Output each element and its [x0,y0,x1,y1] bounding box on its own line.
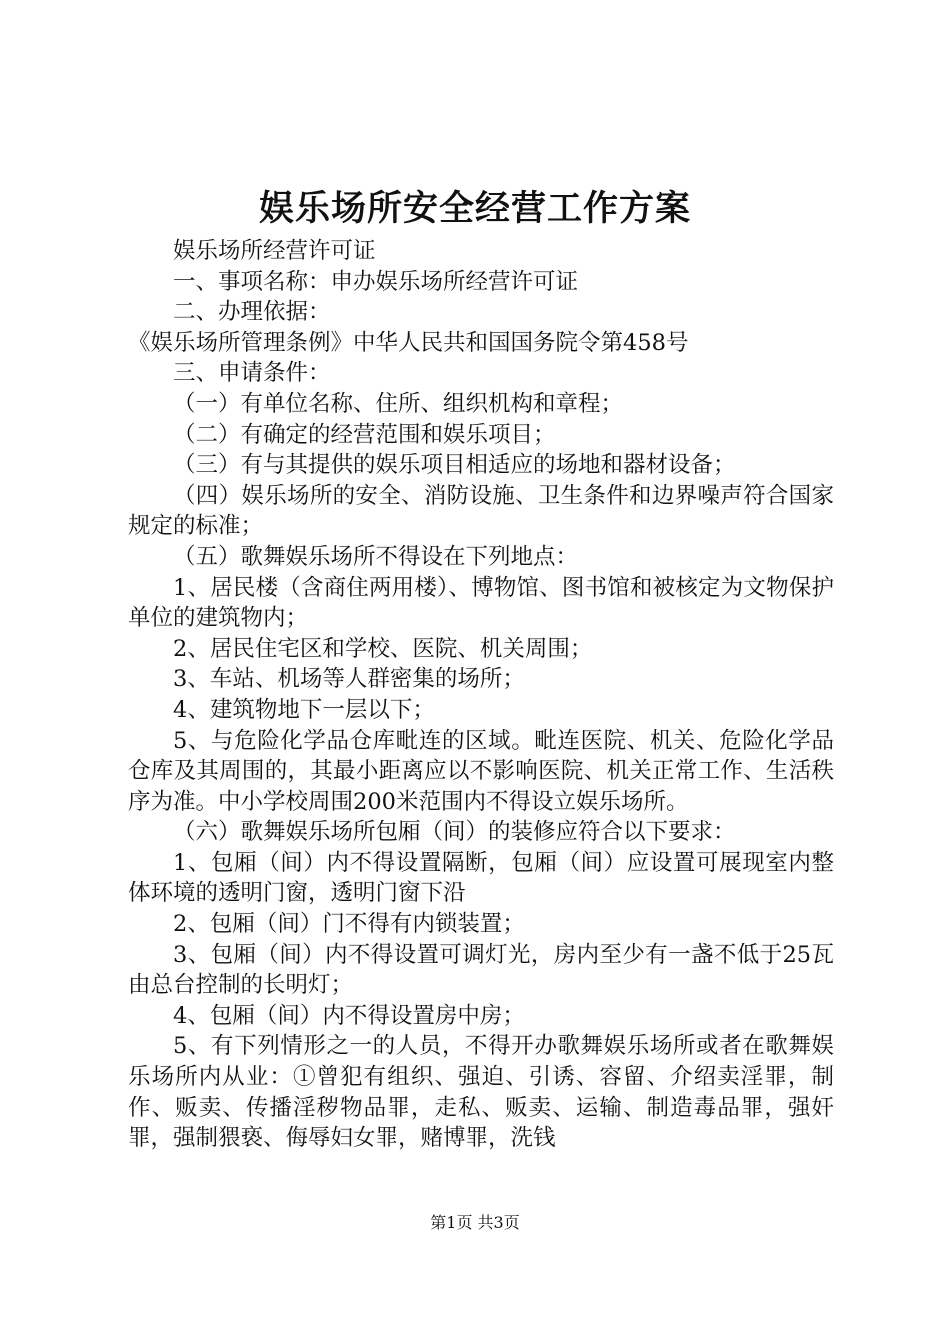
paragraph: （一）有单位名称、住所、组织机构和章程； [173,390,624,417]
paragraph: 二、办理依据： [173,299,331,326]
paragraph: 4、包厢（间）内不得设置房中房； [173,1002,525,1029]
paragraph: 三、申请条件： [173,360,331,387]
paragraph: 2、居民住宅区和学校、医院、机关周围； [173,635,593,662]
paragraph: 5、有下列情形之一的人员，不得开办歌舞娱乐场所或者在歌舞娱乐场所内从业：①曾犯有组织、强迫、引诱、容留、介绍卖淫罪，制作、贩卖、传播淫秽物品罪，走私、贩卖、运输、制造毒品罪，强奸罪，强制猥亵、侮辱妇女罪，赌博罪，洗钱 [128,1033,834,1152]
paragraph: 5、与危险化学品仓库毗连的区域。毗连医院、机关、危险化学品仓库及其周围的，其最小距离应以不影响医院、机关正常工作、生活秩序为准。中小学校周围200米范围内不得设立娱乐场所。 [128,727,834,815]
paragraph: （二）有确定的经营范围和娱乐项目； [173,421,556,448]
document-body [128,236,834,1154]
paragraph: 1、包厢（间）内不得设置隔断，包厢（间）应设置可展现室内整体环境的透明门窗，透明门窗下沿 [128,849,834,907]
paragraph: （三）有与其提供的娱乐项目相适应的场地和器材设备； [173,452,736,479]
paragraph: （四）娱乐场所的安全、消防设施、卫生条件和边界噪声符合国家规定的标准； [128,482,834,540]
paragraph: 3、包厢（间）内不得设置可调灯光，房内至少有一盏不低于25瓦由总台控制的长明灯； [128,941,834,999]
paragraph: 2、包厢（间）门不得有内锁装置； [173,911,525,938]
paragraph: 1、居民楼（含商住两用楼）、博物馆、图书馆和被核定为文物保护单位的建筑物内； [128,574,834,632]
paragraph: 娱乐场所经营许可证 [173,238,376,264]
paragraph: 4、建筑物地下一层以下； [173,696,435,723]
paragraph: 3、车站、机场等人群密集的场所； [173,666,525,693]
paragraph: （五）歌舞娱乐场所不得设在下列地点： [173,543,579,570]
document-title: 娱乐场所安全经营工作方案 [258,188,691,229]
paragraph: （六）歌舞娱乐场所包厢（间）的装修应符合以下要求： [173,819,736,846]
paragraph: 一、事项名称：申办娱乐场所经营许可证 [173,268,579,295]
paragraph: 《娱乐场所管理条例》中华人民共和国国务院令第458号 [128,329,689,356]
page-footer: 第1页 共3页 [430,1213,520,1232]
